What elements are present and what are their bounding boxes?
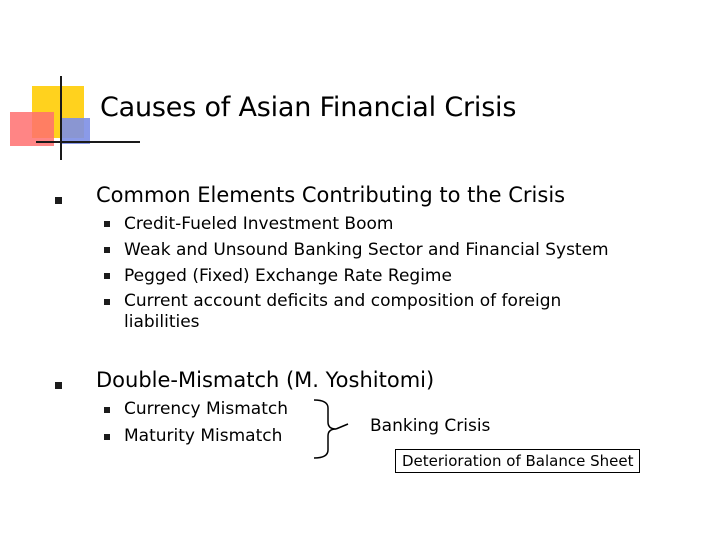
list-item: Current account deficits and composition of foreign liabilities [124, 291, 562, 332]
list-item: Maturity Mismatch [124, 426, 283, 446]
square-bullet-icon [104, 299, 110, 305]
square-bullet-icon [55, 382, 62, 389]
balance-sheet-box: Deterioration of Balance Sheet [395, 449, 640, 473]
square-bullet-icon [104, 273, 110, 279]
list-item: Weak and Unsound Banking Sector and Financial System [124, 240, 609, 260]
square-bullet-icon [104, 407, 110, 413]
square-bullet-icon [104, 247, 110, 253]
section-heading-common-elements: Common Elements Contributing to the Crisis [96, 183, 566, 207]
slide-title: Causes of Asian Financial Crisis [100, 92, 517, 123]
square-bullet-icon [55, 197, 62, 204]
right-brace-icon [310, 398, 350, 460]
square-bullet-icon [104, 434, 110, 440]
square-bullet-icon [104, 221, 110, 227]
list-item: Pegged (Fixed) Exchange Rate Regime [124, 266, 452, 286]
logo-vertical-line [60, 76, 62, 160]
list-item: Credit-Fueled Investment Boom [124, 214, 394, 234]
list-item: Currency Mismatch [124, 399, 289, 419]
logo-horizontal-line [36, 141, 140, 143]
banking-crisis-label: Banking Crisis [370, 416, 491, 436]
section-heading-double-mismatch: Double-Mismatch (M. Yoshitomi) [96, 368, 435, 392]
